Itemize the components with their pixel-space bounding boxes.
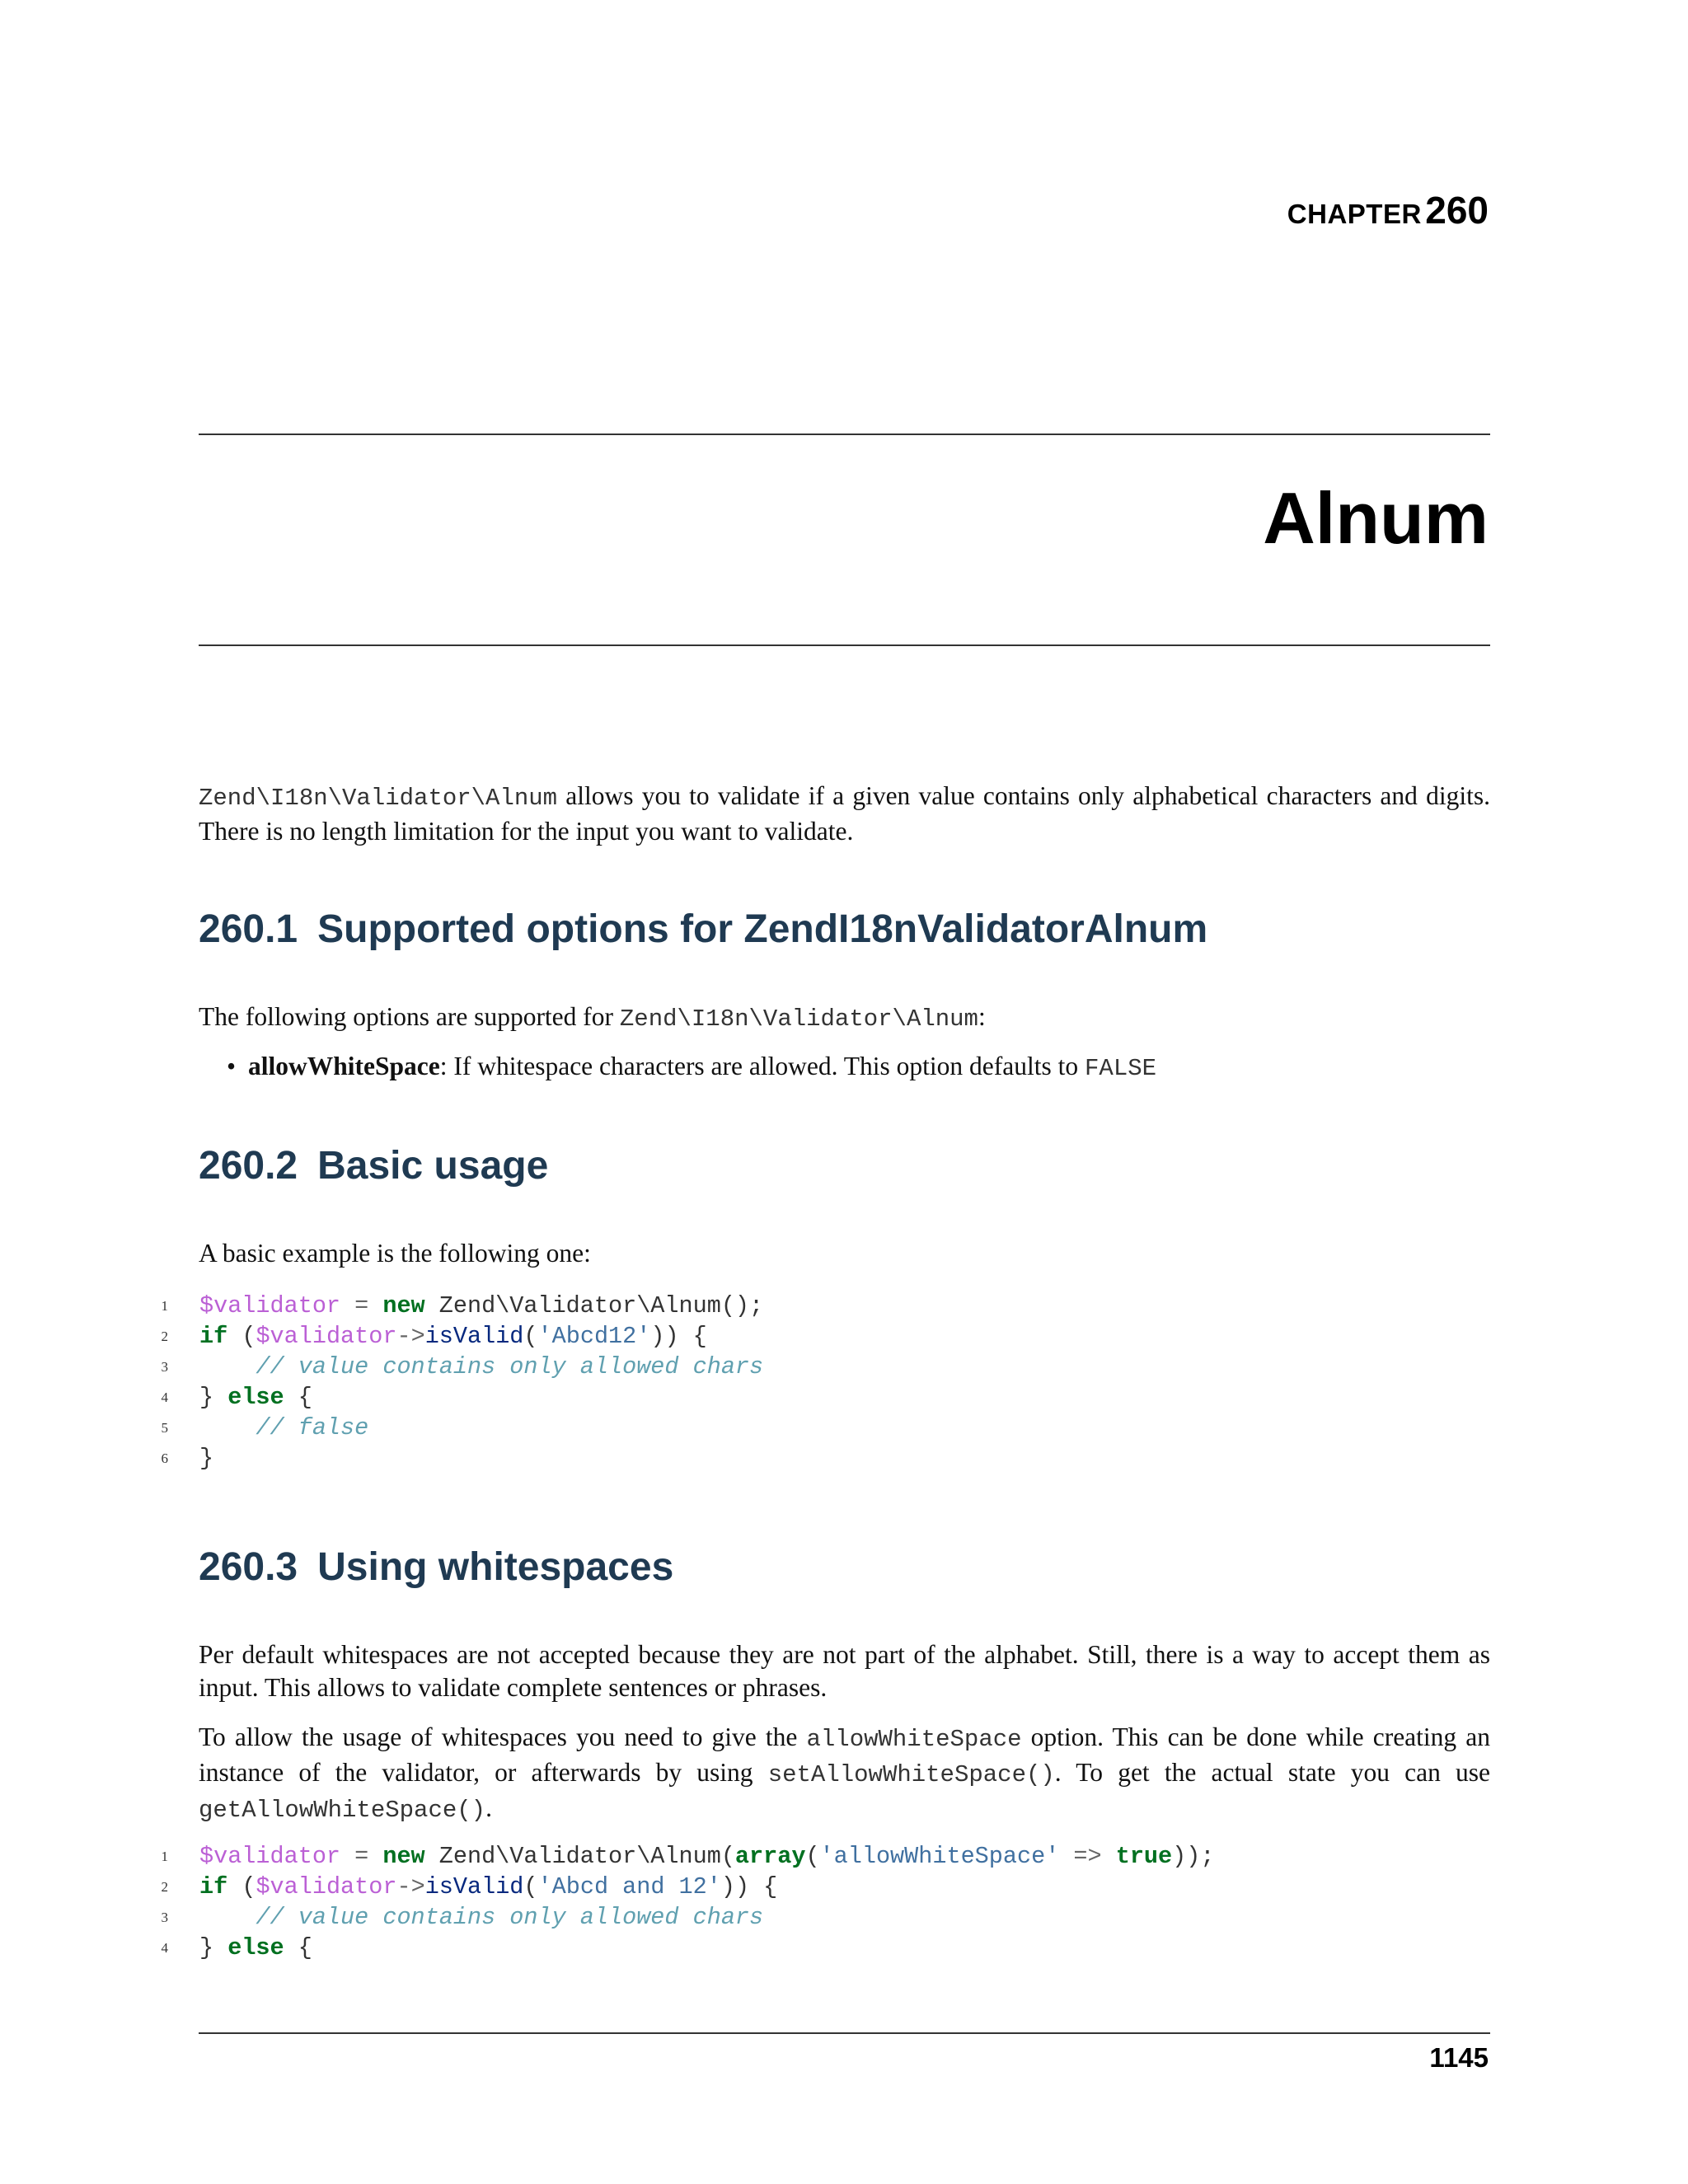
section-title: Using whitespaces [317, 1545, 674, 1589]
basic-usage-paragraph: A basic example is the following one: [199, 1239, 591, 1268]
title-rule-bottom [199, 644, 1490, 646]
options-text: The following options are supported for [199, 1002, 620, 1031]
options-class-name: Zend\I18n\Validator\Alnum [619, 1005, 978, 1033]
section-title: Basic usage [317, 1144, 549, 1188]
option-term: allowWhiteSpace [248, 1052, 440, 1080]
section-number: 260.1 [199, 907, 298, 951]
title-rule-top [199, 434, 1490, 435]
bullet-dot: • [227, 1052, 237, 1080]
options-paragraph [199, 1001, 1490, 1036]
section-number: 260.2 [199, 1144, 298, 1188]
options-suffix: : [978, 1002, 986, 1031]
line-number: 4 [161, 1940, 168, 1956]
chapter-number: 260 [1425, 189, 1489, 232]
line-number: 2 [161, 1329, 168, 1344]
inline-code: getAllowWhiteSpace() [199, 1797, 486, 1824]
section-heading-basic-usage [199, 1143, 548, 1188]
line-number: 3 [161, 1910, 168, 1925]
section-heading-whitespaces [199, 1544, 673, 1590]
page-title: Alnum [1263, 477, 1489, 559]
intro-paragraph [199, 780, 1490, 848]
inline-code: setAllowWhiteSpace() [767, 1761, 1055, 1788]
footer-rule [199, 2032, 1490, 2034]
option-description: : If whitespace characters are allowed. This option defaults to [439, 1052, 1085, 1080]
line-number: 2 [161, 1879, 168, 1895]
inline-code: allowWhiteSpace [806, 1726, 1022, 1753]
option-bullet-item [227, 1050, 1157, 1085]
whitespace-paragraph-2: To allow the usage of whitespaces you need to give the allowWhiteSpace option. This can be done while creating an instance of the validator, or afterwards by using setAllowWhiteSpace(). To get the actual state you can use getAllowWhiteSpace(). [199, 1722, 1491, 1824]
intro-text: allows you to validate if a given value contains only alphabetical characters and digits. There is no length limitation for the input you want to validate. [199, 781, 1490, 846]
line-number: 4 [161, 1390, 168, 1405]
line-number: 6 [161, 1451, 168, 1466]
chapter-label [1287, 188, 1489, 232]
intro-class-name: Zend\I18n\Validator\Alnum [199, 785, 558, 812]
section-title: Supported options for ZendI18nValidatorAlnum [317, 907, 1208, 951]
whitespace-paragraph-1: Per default whitespaces are not accepted because they are not part of the alphabet. Still, there is a way to accept them as input. This allows to validate complete sentences or phrases. [199, 1640, 1490, 1702]
line-number: 1 [161, 1298, 168, 1314]
line-number: 1 [161, 1849, 168, 1864]
section-number: 260.3 [199, 1545, 298, 1589]
page-number: 1145 [1429, 2042, 1489, 2073]
line-number: 5 [161, 1420, 168, 1436]
section-heading-options [199, 907, 1207, 952]
chapter-word: CHAPTER [1287, 199, 1422, 229]
option-default-value: FALSE [1085, 1055, 1157, 1082]
line-number: 3 [161, 1359, 168, 1375]
